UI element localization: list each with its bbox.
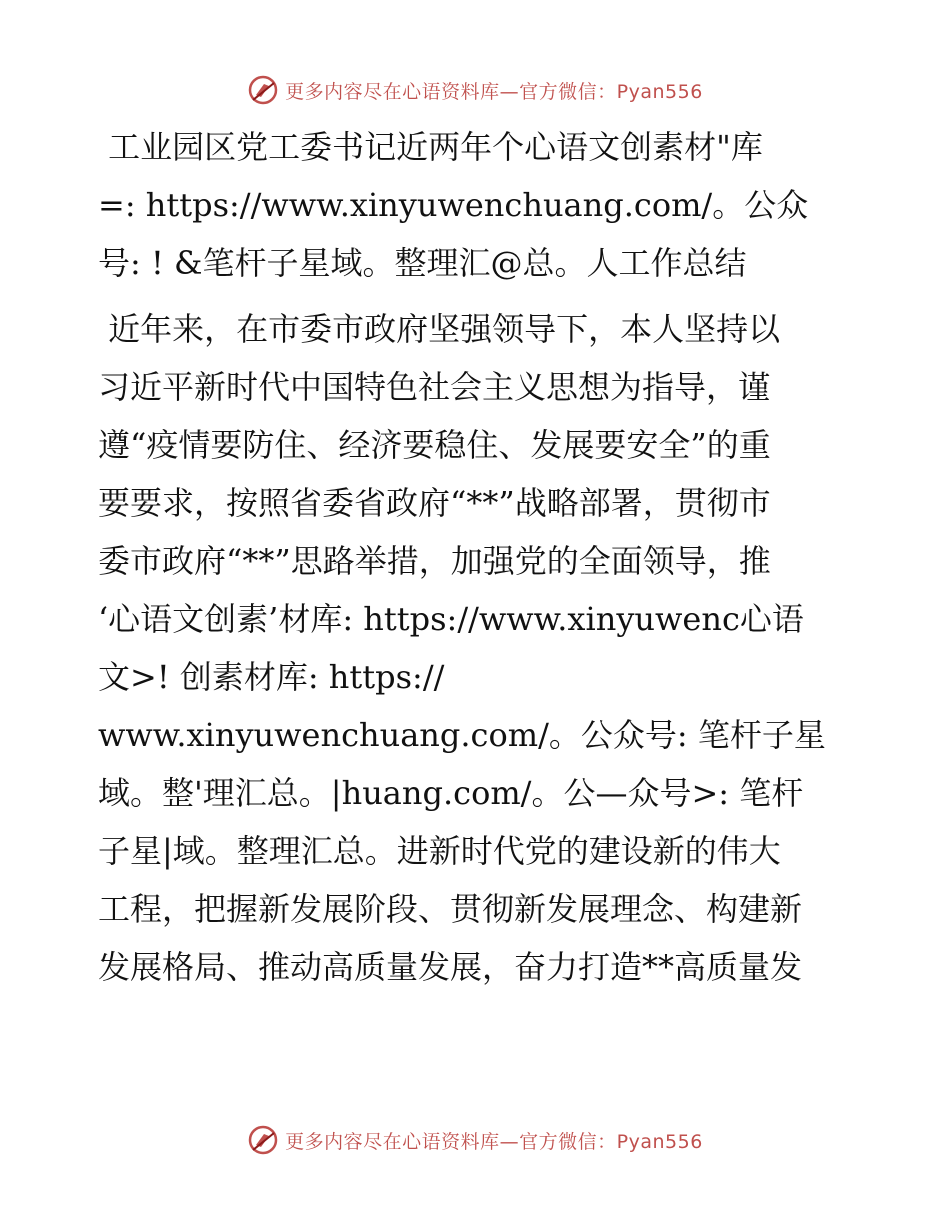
body-line: 近年来，在市委市政府坚强领导下，本人坚持以 (98, 310, 781, 348)
body-line: 子星|域。整理汇总。进新时代党的建设新的伟大 (98, 832, 781, 870)
title-line: 工业园区党工委书记近两年个心语文创素材"库 (98, 128, 763, 166)
document-body (98, 118, 858, 996)
header-banner-text: 更多内容尽在心语资料库—官方微信：Pyan556 (285, 80, 703, 103)
body-line: 要要求，按照省委省政府“**”战略部署，贯彻市 (98, 484, 771, 522)
brand-logo-icon (247, 1124, 279, 1156)
brand-logo-icon (247, 74, 279, 106)
header-watermark-banner (0, 70, 950, 110)
body-line: 域。整'理汇总。|huang.com/。公—众号>: 笔杆 (98, 774, 804, 812)
body-line: 习近平新时代中国特色社会主义思想为指导，谨 (98, 368, 771, 406)
paragraph-gap (98, 292, 858, 300)
title-line: =: https://www.xinyuwenchuang.com/。公众 (98, 186, 809, 224)
body-line: 遵“疫情要防住、经济要稳住、发展要安全”的重 (98, 426, 771, 464)
body-line: ‘心语文创素’材库: https://www.xinyuwenc心语 (98, 600, 804, 638)
footer-watermark-banner (0, 1120, 950, 1160)
body-line: 发展格局、推动高质量发展，奋力打造**高质量发 (98, 948, 803, 986)
body-line: 工程，把握新发展阶段、贯彻新发展理念、构建新 (98, 890, 803, 928)
body-line: 文>! 创素材库: https:// (98, 658, 445, 696)
body-line: www.xinyuwenchuang.com/。公众号: 笔杆子星 (98, 716, 826, 754)
footer-banner-text: 更多内容尽在心语资料库—官方微信：Pyan556 (285, 1130, 703, 1153)
body-line: 委市政府“**”思路举措，加强党的全面领导，推 (98, 542, 771, 580)
title-line: 号: ! &笔杆子星域。整理汇@总。人工作总结 (98, 244, 747, 282)
